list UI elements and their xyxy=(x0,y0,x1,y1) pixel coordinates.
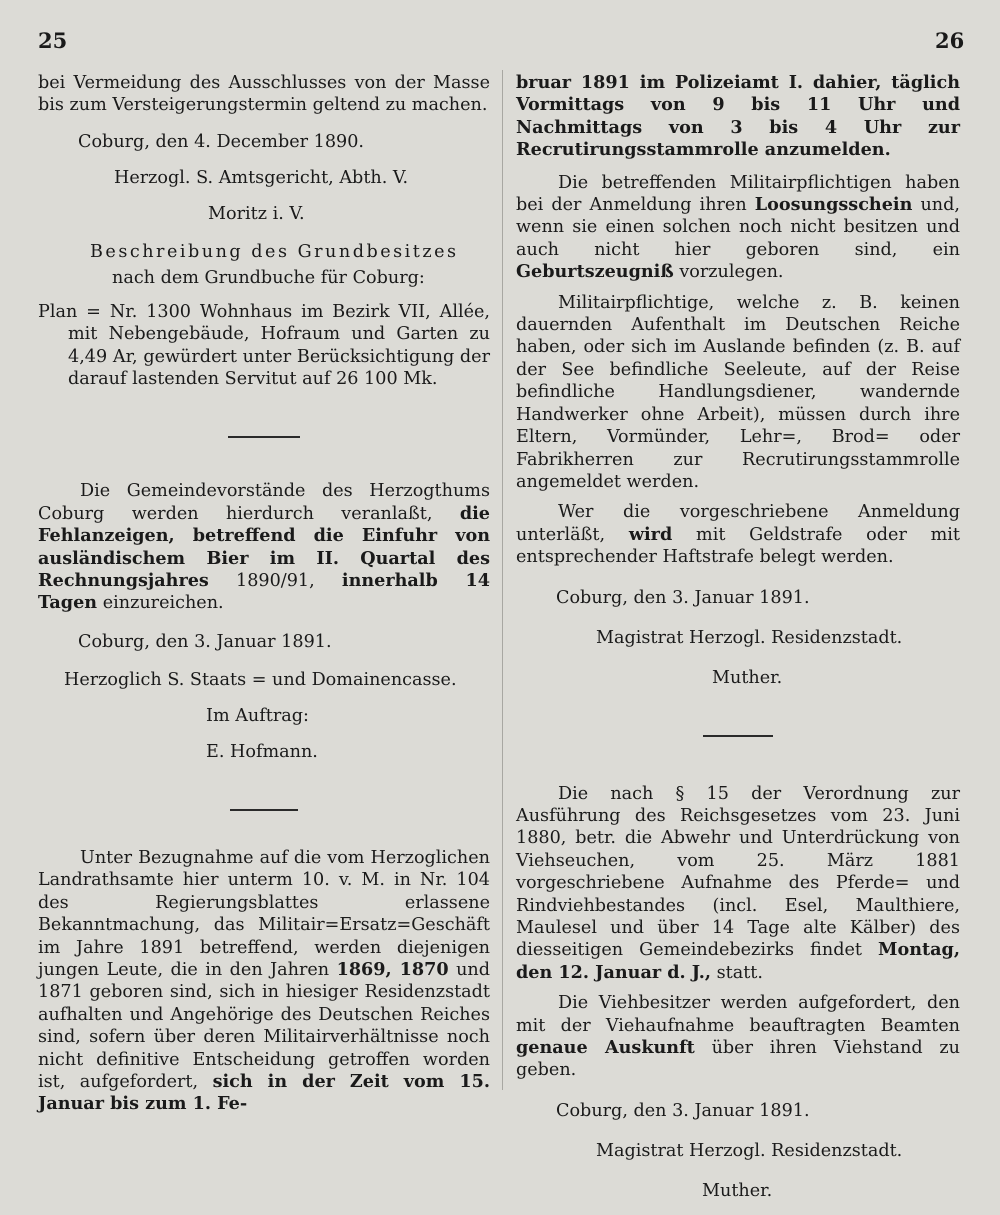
livestock-date: Montag, den 12. Januar d. J., xyxy=(516,939,960,983)
livestock-notice-signature-office: Magistrat Herzogl. Residenzstadt. xyxy=(596,1140,903,1161)
right-column xyxy=(516,72,960,1202)
livestock-owners-notice xyxy=(516,992,960,1082)
penalty-notice xyxy=(516,501,960,568)
left-column xyxy=(38,72,490,1116)
documents-text: Die betreffenden Militairpflichtigen haben bei der Anmeldung ihren xyxy=(516,172,960,216)
notice-signature-name: Moritz i. V. xyxy=(208,203,305,224)
section-subheading: nach dem Grundbuche für Coburg: xyxy=(112,267,425,288)
beer-notice-signature-label: Im Auftrag: xyxy=(206,705,309,726)
military-notice-signature-name: Muther. xyxy=(712,667,783,688)
penalty-text-2: mit Geldstrafe oder mit entsprechender Haftstrafe belegt werden. xyxy=(516,524,960,568)
section-heading: Beschreibung des Grundbesitzes xyxy=(90,241,459,262)
livestock-text-2: statt. xyxy=(711,962,763,983)
beer-notice-year: 1890/91, xyxy=(208,571,342,592)
notice-date: Coburg, den 4. December 1890. xyxy=(78,131,364,152)
penalty-emphasis: wird xyxy=(628,523,673,545)
column-divider xyxy=(502,70,503,1090)
military-notice-text-2: und 1871 geboren sind, sich in hiesiger Residenzstadt aufhalten und Angehörige des Deutschen Reiches sind, sofern über deren Militairverhältnisse noch nicht definitive Entscheidung getroffen worden ist, aufgefordert, xyxy=(38,959,490,1092)
owners-text-2: über ihren Viehstand zu geben. xyxy=(516,1038,960,1081)
documents-birth-certificate: Geburtszeugniß xyxy=(516,261,674,283)
livestock-census-notice xyxy=(516,783,960,985)
notice-continuation: bei Vermeidung des Ausschlusses von der Masse bis zum Versteigerungstermin geltend zu machen. xyxy=(38,73,490,116)
owners-text: Die Viehbesitzer werden aufgefordert, den mit der Viehaufnahme beauftragten Beamten xyxy=(516,993,960,1036)
page-number-right: 26 xyxy=(935,28,965,53)
beer-notice-signature-office: Herzoglich S. Staats = und Domainencasse. xyxy=(64,669,457,690)
livestock-text: Die nach § 15 der Verordnung zur Ausführung des Reichsgesetzes vom 23. Juni 1880, betr. die Abwehr und Unterdrückung von Viehseuchen, vom 25. März 1881 vorgeschriebene Aufnahme des Pferde= und Rindviehbestandes (incl. Esel, Maulthiere, Maulesel und über 14 Tage alte Kälber) des diesseitigen Gemeindebezirks findet xyxy=(516,783,960,961)
documents-lottery-ticket: Loosungsschein xyxy=(754,194,913,216)
military-notice-continuation: bruar 1891 im Polizeiamt I. dahier, täglich Vormittags von 9 bis 11 Uhr und Nachmittags von 3 bis 4 Uhr zur Recrutirungsstammrolle anzumelden. xyxy=(516,72,960,161)
military-registration-notice xyxy=(38,847,490,1116)
abroad-registration: Militairpflichtige, welche z. B. keinen dauernden Aufenthalt im Deutschen Reiche haben, oder sich im Auslande befinden (z. B. auf der See befindliche Seeleute, auf der Reise befindliche Handlungsdiener, wandernde Handwerker ohne Arbeit), müssen durch ihre Eltern, Vormünder, Lehr=, Brod= oder Fabrikherren zur Recrutirungsstammrolle angemeldet werden. xyxy=(516,292,960,492)
page-number-left: 25 xyxy=(38,28,68,53)
livestock-notice-signature-name: Muther. xyxy=(702,1180,773,1201)
owners-emphasis: genaue Auskunft xyxy=(516,1037,695,1058)
notice-signature-office: Herzogl. S. Amtsgericht, Abth. V. xyxy=(114,167,409,188)
documents-text-2: und, wenn sie einen solchen noch nicht besitzen und auch nicht hier geboren sind, ein xyxy=(516,195,960,260)
military-notice-date: Coburg, den 3. Januar 1891. xyxy=(556,587,810,608)
military-notice-years: 1869, 1870 xyxy=(336,958,449,980)
beer-notice-end: einzureichen. xyxy=(97,593,224,614)
military-notice-signature-office: Magistrat Herzogl. Residenzstadt. xyxy=(596,627,903,648)
beer-notice-date: Coburg, den 3. Januar 1891. xyxy=(78,631,332,652)
property-description: Plan = Nr. 1300 Wohnhaus im Bezirk VII, Allée, mit Nebengebäude, Hofraum und Garten zu 4,49 Ar, gewürdert unter Berücksichtigung der darauf lastenden Servitut auf 26 100 Mk. xyxy=(38,301,490,390)
documents-requirement xyxy=(516,172,960,284)
military-notice-text: Unter Bezugnahme auf die vom Herzoglichen Landrathsamte hier unterm 10. v. M. in Nr. 104 des Regierungsblattes erlassene Bekanntmachung, das Militair=Ersatz=Geschäft im Jahre 1891 betreffend, werden diejenigen jungen Leute, die in den Jahren xyxy=(38,847,490,980)
beer-notice-emphasis: die Fehlanzeigen, betreffend die Einfuhr von ausländischem Bier im II. Quartal des Rechnungsjahres xyxy=(38,502,490,592)
beer-notice-text: Die Gemeindevorstände des Herzogthums Coburg werden hierdurch veranlaßt, xyxy=(38,481,490,524)
livestock-notice-date: Coburg, den 3. Januar 1891. xyxy=(556,1100,810,1121)
beer-notice-deadline: innerhalb 14 Tagen xyxy=(38,570,490,614)
documents-text-3: vorzulegen. xyxy=(673,262,784,283)
military-notice-period: sich in der Zeit vom 15. Januar bis zum 1. Fe- xyxy=(38,1070,490,1115)
beer-notice-signature-name: E. Hofmann. xyxy=(206,741,318,762)
penalty-text: Wer die vorgeschriebene Anmeldung unterläßt, xyxy=(516,502,960,545)
beer-import-notice xyxy=(38,480,490,614)
